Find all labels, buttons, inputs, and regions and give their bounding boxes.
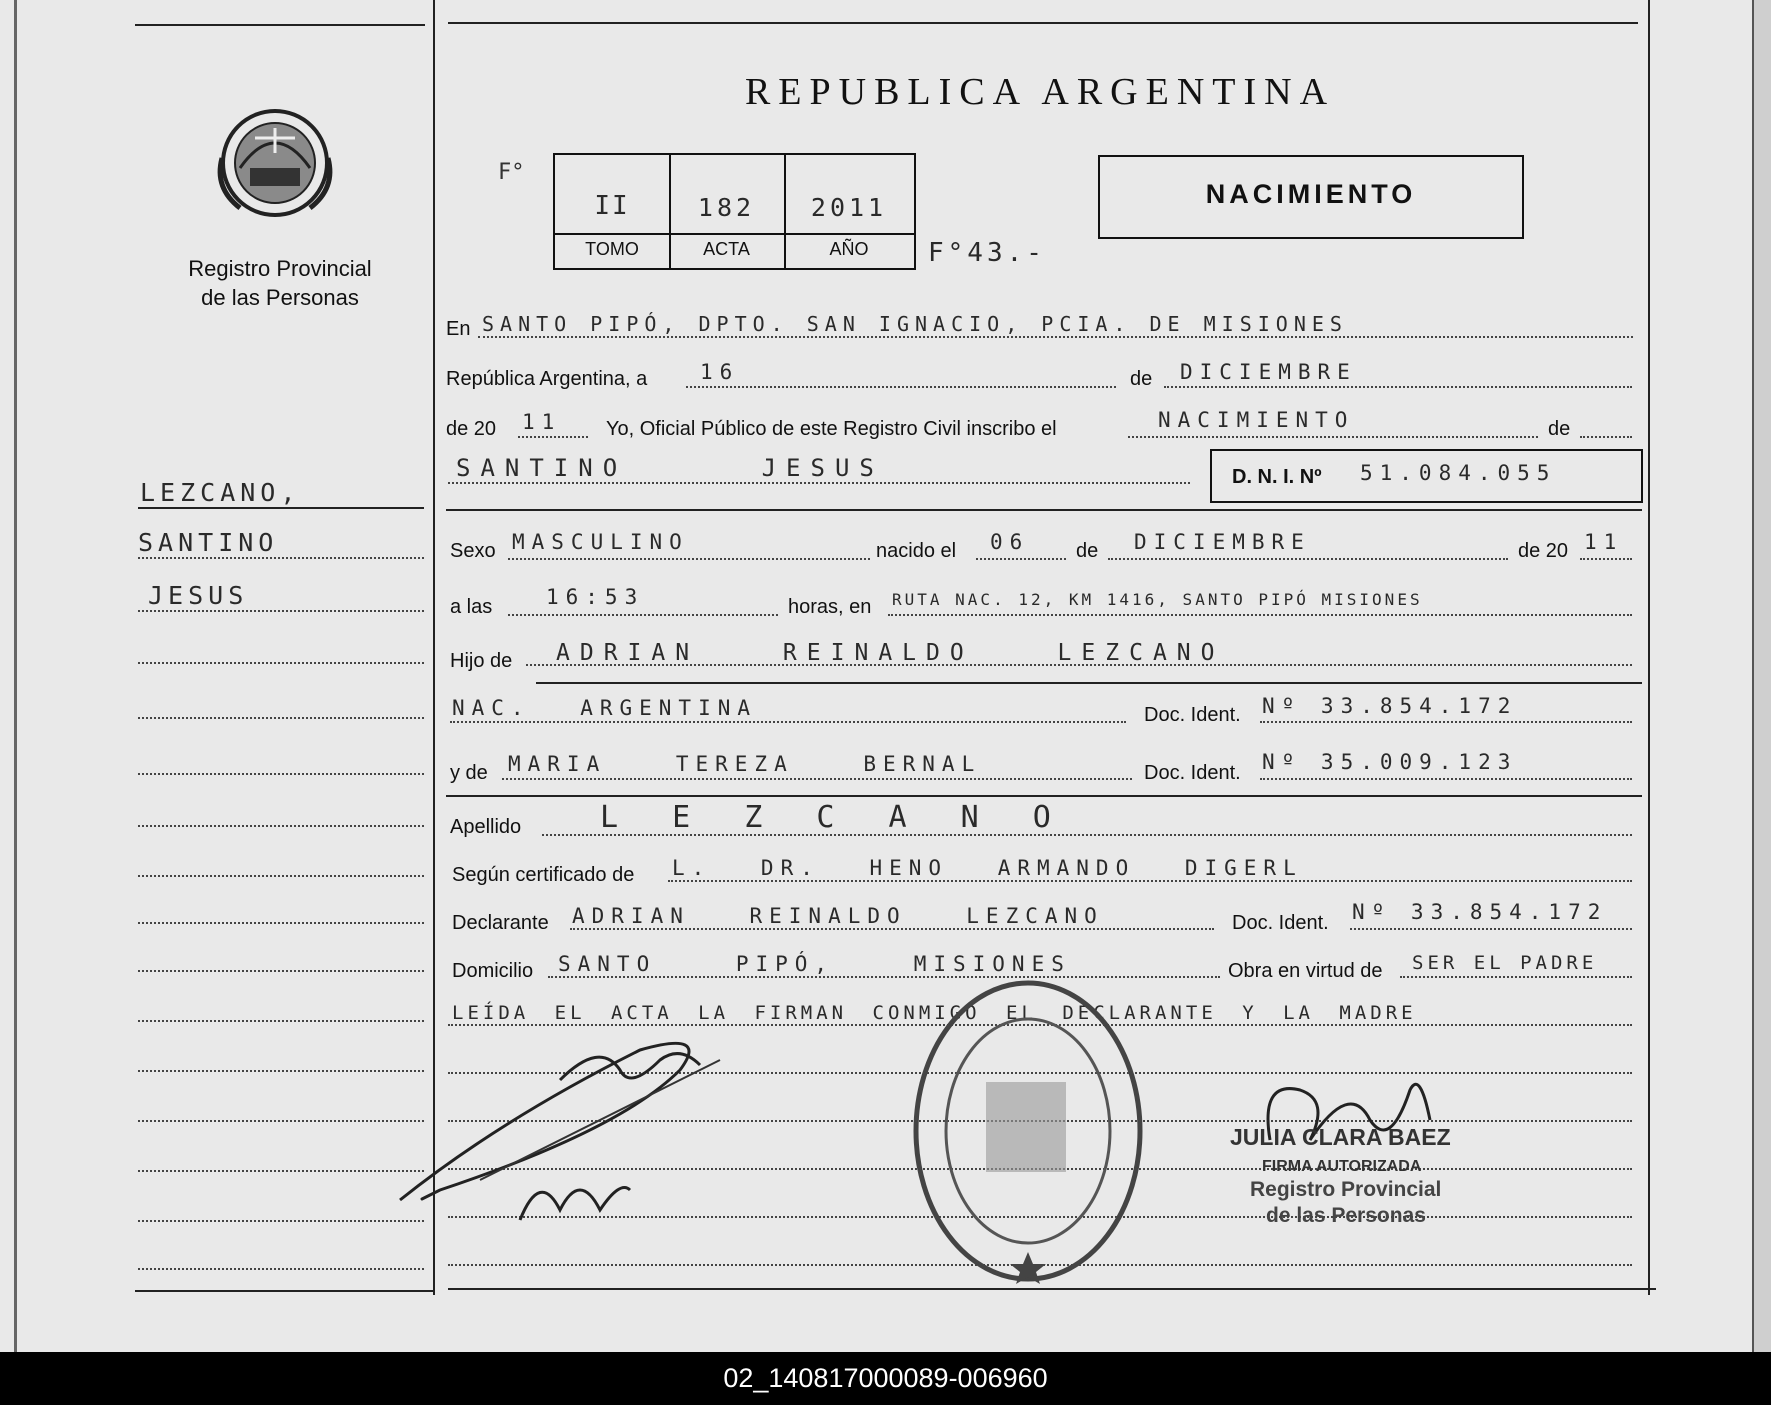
acta-value: 182 <box>697 193 756 222</box>
top-rule-right <box>448 22 1638 24</box>
obra-label: Obra en virtud de <box>1228 960 1383 982</box>
sexo-value: MASCULINO <box>512 530 689 554</box>
line-dots <box>502 778 1132 780</box>
left-binding-line <box>14 0 17 1352</box>
record-month: DICIEMBRE <box>1180 360 1357 384</box>
tomo-value: II <box>594 191 630 221</box>
official-name: JULIA CLARA BAEZ <box>1230 1124 1451 1150</box>
child-first-names: SANTINO JESUS <box>456 454 884 482</box>
segun-label: Según certificado de <box>452 864 635 886</box>
hijo-label: Hijo de <box>450 650 513 672</box>
line-dots <box>448 482 1190 484</box>
record-type-box <box>1098 155 1524 239</box>
republica-label: República Argentina, a <box>446 368 648 390</box>
index-dots <box>138 773 424 775</box>
tomo-label: TOMO <box>585 239 639 259</box>
index-bottom-rule <box>135 1290 433 1292</box>
birth-year: 11 <box>1584 530 1624 554</box>
page-edge <box>1752 0 1771 1352</box>
de-label-1: de <box>1130 368 1153 390</box>
section-rule-1 <box>446 509 1642 511</box>
surname-value: L E Z C A N O <box>600 800 1061 835</box>
registry-round-stamp-icon <box>906 972 1150 1290</box>
doc-ident-label-3: Doc. Ident. <box>1232 912 1329 934</box>
index-dots <box>138 970 424 972</box>
birth-year-label: de 20 <box>1518 540 1569 562</box>
line-dots <box>1260 778 1632 780</box>
image-caption: 02_140817000089-006960 <box>723 1363 1048 1393</box>
year-prefix-label: de 20 <box>446 418 497 440</box>
record-type: NACIMIENTO <box>1205 179 1417 209</box>
provincial-seal-icon <box>210 98 340 228</box>
line-dots <box>1580 558 1632 560</box>
record-day: 16 <box>700 360 740 384</box>
declarante-label: Declarante <box>452 912 549 934</box>
father-doc: Nº 33.854.172 <box>1262 694 1518 718</box>
right-frame-line <box>1648 0 1650 1295</box>
line-dots <box>508 558 870 560</box>
line-dots <box>976 558 1066 560</box>
declarante-name: ADRIAN REINALDO LEZCANO <box>572 904 1104 928</box>
margin-note: F° <box>498 160 525 185</box>
line-dots <box>1580 436 1632 438</box>
section-rule-2 <box>536 682 1642 684</box>
line-dots <box>450 721 1126 723</box>
line-dots <box>508 614 778 616</box>
mother-name: MARIA TEREZA BERNAL <box>508 752 982 776</box>
official-title: FIRMA AUTORIZADA <box>1262 1158 1422 1175</box>
father-name: ADRIAN REINALDO LEZCANO <box>556 640 1225 666</box>
domicilio-label: Domicilio <box>452 960 534 982</box>
index-surname: LEZCANO, <box>140 478 301 507</box>
line-dots <box>1350 928 1632 930</box>
top-rule-left <box>135 24 425 26</box>
line-dots <box>570 928 1214 930</box>
doc-ident-label-2: Doc. Ident. <box>1144 762 1241 784</box>
obra-value: SER EL PADRE <box>1412 952 1598 974</box>
line-dots <box>1400 976 1632 978</box>
line-dots <box>888 614 1632 616</box>
closing-statement: LEÍDA EL ACTA LA FIRMAN CONMIGO EL DECLARANTE Y LA MADRE <box>452 1002 1417 1024</box>
officer-text: Yo, Oficial Público de este Registro Civil inscribo el <box>606 418 1057 440</box>
acta-label: ACTA <box>703 239 750 259</box>
declarant-signature-icon <box>380 1020 760 1240</box>
birth-place: RUTA NAC. 12, KM 1416, SANTO PIPÓ MISIONES <box>892 590 1423 609</box>
nacido-label: nacido el <box>876 540 957 562</box>
line-dots <box>668 880 1632 882</box>
doc-ident-label-1: Doc. Ident. <box>1144 704 1241 726</box>
en-label: En <box>446 318 471 340</box>
de-label-2: de <box>1548 418 1571 440</box>
index-dots <box>138 557 424 559</box>
official-office-line1: Registro Provincial <box>1250 1178 1442 1201</box>
dni-box <box>1210 449 1643 503</box>
official-signature-icon <box>1250 1060 1450 1170</box>
section-rule-3 <box>446 795 1642 797</box>
place-of-record: SANTO PIPÓ, DPTO. SAN IGNACIO, PCIA. DE MISIONES <box>482 312 1348 336</box>
folio-number: F°43.- <box>928 238 1046 268</box>
apellido-label: Apellido <box>450 816 522 838</box>
line-dots <box>1164 386 1632 388</box>
registry-name-line2: de las Personas <box>201 285 359 310</box>
index-dots <box>138 662 424 664</box>
birth-month: DICIEMBRE <box>1134 530 1311 554</box>
birth-time: 16:53 <box>546 585 645 609</box>
record-number-box <box>553 153 916 270</box>
line-dots <box>686 386 1116 388</box>
index-dots <box>138 922 424 924</box>
line-dots <box>1108 558 1508 560</box>
official-office-line2: de las Personas <box>1266 1204 1426 1227</box>
line-dots <box>1128 436 1538 438</box>
act-type-value: NACIMIENTO <box>1158 408 1355 432</box>
declarante-doc: Nº 33.854.172 <box>1352 900 1608 924</box>
registry-name-line1: Registro Provincial <box>188 256 372 281</box>
index-dots <box>138 825 424 827</box>
y-de-label: y de <box>450 762 488 784</box>
index-dots <box>138 610 424 612</box>
birth-day: 06 <box>990 530 1030 554</box>
index-rule-1 <box>138 507 424 509</box>
anio-value: 2011 <box>810 193 888 222</box>
certificate-doctor: L. DR. HENO ARMANDO DIGERL <box>672 856 1303 880</box>
a-las-label: a las <box>450 596 493 618</box>
index-dots <box>138 717 424 719</box>
de-label-3: de <box>1076 540 1099 562</box>
index-dots <box>138 875 424 877</box>
mother-doc: Nº 35.009.123 <box>1262 750 1518 774</box>
index-name-1: SANTINO <box>138 528 279 557</box>
sexo-label: Sexo <box>450 540 496 562</box>
father-nationality: NAC. ARGENTINA <box>452 696 758 720</box>
index-name-2: JESUS <box>148 581 249 610</box>
record-year: 11 <box>522 410 562 434</box>
anio-label: AÑO <box>829 239 869 259</box>
document-title: REPUBLICA ARGENTINA <box>744 71 1336 113</box>
dni-label: D. N. I. Nº <box>1232 466 1322 488</box>
horas-label: horas, en <box>788 596 872 618</box>
dni-value: 51.084.055 <box>1360 461 1557 485</box>
index-dots <box>138 1268 424 1270</box>
line-dots <box>478 336 1633 338</box>
domicilio-value: SANTO PIPÓ, MISIONES <box>558 952 1071 976</box>
line-dots <box>1260 721 1632 723</box>
line-dots <box>518 436 588 438</box>
